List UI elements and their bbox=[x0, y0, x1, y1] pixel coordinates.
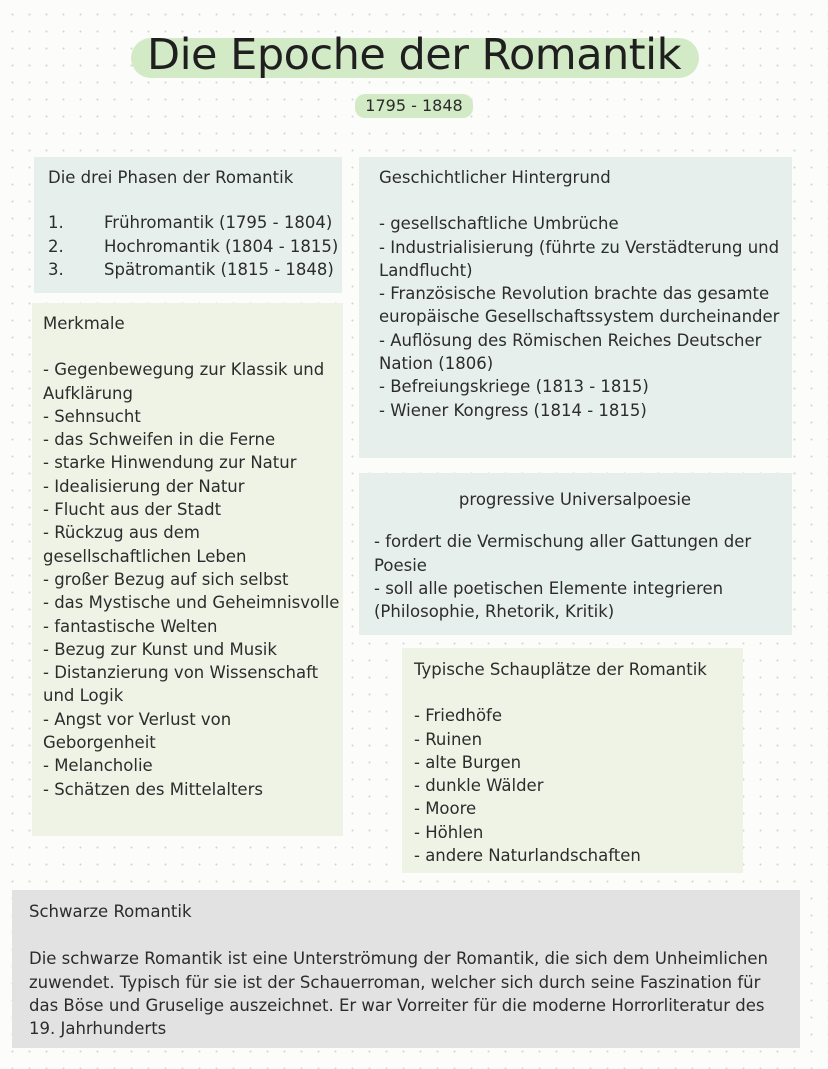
list-item: - Industrialisierung (führte zu Verstädterung und Landflucht) bbox=[379, 237, 780, 280]
list-item: - Friedhöfe bbox=[414, 706, 502, 726]
list-item: - Höhlen bbox=[414, 822, 484, 842]
phase-number: 1. bbox=[48, 213, 64, 233]
phase-number: 2. bbox=[48, 236, 64, 256]
list-item: - Flucht aus der Stadt bbox=[43, 500, 222, 520]
merkmale-box bbox=[32, 303, 343, 836]
settings-list bbox=[414, 704, 743, 867]
phases-box bbox=[34, 157, 342, 293]
list-item: - Bezug zur Kunst und Musik bbox=[43, 639, 277, 659]
list-item: - Idealisierung der Natur bbox=[43, 476, 245, 496]
phase-number: 3. bbox=[48, 259, 64, 279]
phase-item bbox=[48, 258, 342, 281]
list-item: - alte Burgen bbox=[414, 752, 522, 772]
dark-romanticism-text: Die schwarze Romantik ist eine Unterströmung der Romantik, die sich dem Unheimlichen zuwendet. Typisch für sie ist der Schauerroman, welcher sich durch seine Faszination für das Böse und Gruselige auszeichnet. Er war Vorreiter für die moderne Horrorliteratur des 19. Jahrhunderts bbox=[29, 949, 768, 1039]
phases-heading: Die drei Phasen der Romantik bbox=[48, 168, 294, 187]
settings-box bbox=[402, 648, 743, 873]
list-item: - andere Naturlandschaften bbox=[414, 846, 641, 866]
dark-romanticism-box bbox=[12, 890, 800, 1048]
list-item: - Gegenbewegung zur Klassik und Aufklärung bbox=[43, 360, 325, 403]
list-item: - Distanzierung von Wissenschaft und Logik bbox=[43, 663, 319, 706]
title-area bbox=[0, 28, 828, 82]
page-title: Die Epoche der Romantik bbox=[133, 28, 695, 82]
list-item: - Wiener Kongress (1814 - 1815) bbox=[379, 400, 647, 420]
history-list bbox=[379, 212, 788, 422]
phase-text: Spätromantik (1815 - 1848) bbox=[104, 259, 334, 279]
list-item: - fordert die Vermischung aller Gattungen der Poesie bbox=[374, 532, 752, 575]
merkmale-heading: Merkmale bbox=[43, 314, 125, 333]
list-item: - Auflösung des Römischen Reiches Deutscher Nation (1806) bbox=[379, 330, 762, 374]
list-item: - Melancholie bbox=[43, 756, 153, 776]
list-item: - Ruinen bbox=[414, 729, 483, 749]
poetry-box bbox=[359, 473, 792, 635]
list-item: - Befreiungskriege (1813 - 1815) bbox=[379, 377, 649, 397]
list-item: - Sehnsucht bbox=[43, 406, 141, 426]
list-item: - das Schweifen in die Ferne bbox=[43, 430, 276, 450]
list-item: - Angst vor Verlust von Geborgenheit bbox=[43, 709, 232, 753]
list-item: - großer Bezug auf sich selbst bbox=[43, 569, 289, 589]
history-heading: Geschichtlicher Hintergrund bbox=[379, 168, 611, 187]
phase-item bbox=[48, 235, 342, 258]
list-item: - das Mystische und Geheimnisvolle bbox=[43, 593, 340, 613]
year-range-badge: 1795 - 1848 bbox=[355, 94, 472, 118]
poetry-heading: progressive Universalpoesie bbox=[458, 490, 692, 509]
phase-text: Hochromantik (1804 - 1815) bbox=[104, 236, 339, 256]
dark-romanticism-heading: Schwarze Romantik bbox=[29, 902, 192, 921]
phase-text: Frühromantik (1795 - 1804) bbox=[104, 213, 333, 233]
list-item: - soll alle poetischen Elemente integrieren (Philosophie, Rhetorik, Kritik) bbox=[374, 578, 724, 622]
merkmale-list bbox=[43, 358, 343, 801]
poetry-list bbox=[374, 530, 786, 623]
settings-heading: Typische Schauplätze der Romantik bbox=[414, 660, 707, 679]
years-area bbox=[0, 94, 828, 118]
list-item: - dunkle Wälder bbox=[414, 776, 544, 796]
list-item: - Rückzug aus dem gesellschaftlichen Leben bbox=[43, 523, 247, 566]
phases-list bbox=[48, 211, 342, 281]
list-item: - starke Hinwendung zur Natur bbox=[43, 453, 297, 473]
list-item: - gesellschaftliche Umbrüche bbox=[379, 214, 619, 234]
list-item: - Schätzen des Mittelalters bbox=[43, 779, 263, 799]
list-item: - Französische Revolution brachte das gesamte europäische Gesellschaftssystem durcheinander bbox=[379, 284, 780, 327]
history-box bbox=[359, 157, 792, 458]
list-item: - fantastische Welten bbox=[43, 616, 218, 636]
list-item: - Moore bbox=[414, 799, 477, 819]
phase-item bbox=[48, 211, 342, 234]
